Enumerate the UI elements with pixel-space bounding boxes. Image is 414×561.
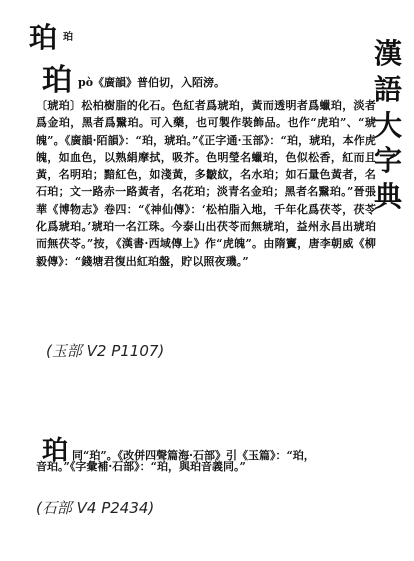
- entry1-pronunciation: pò《廣韻》普伯切，入陌滂。: [78, 76, 226, 89]
- entry2-character: 珀: [42, 436, 69, 466]
- entry2-definition: 音珀。”《字彙補·石部》：“珀，與珀音義同。”: [36, 460, 246, 473]
- side-title-char: 漢: [373, 37, 402, 70]
- side-title-char: 典: [373, 180, 402, 214]
- header-small-character: 珀: [63, 32, 73, 43]
- entry1-definition: 〔琥珀〕松柏樹脂的化石。色紅者爲琥珀，黃而透明者爲蠟珀，淡者爲金珀，黑者爲黳珀。可入藥，也可製作裝飾品。也作“虎珀”、“琥魄”。《廣韻·陌韻》：“珀，琥珀。”《正字通·玉部》：“珀，琥珀，本作虎魄，如血色，以熟絹摩拭，吸芥。色明瑩名蠟珀，色似松香，紅而且黃，名明珀；黯紅色，如淺黃，多皺紋，名水珀；如石量色黃者，名石珀；文一路赤一路黃者，名花珀；淡青名金珀；黑者名黳珀。”晉張華《博物志》卷四：“《神仙傳》：‘松柏脂入地，千年化爲茯苓，茯苓化爲琥珀。’琥珀一名江珠。今泰山出茯苓而無琥珀，益州永昌出琥珀而無茯苓。”按，《漢書·西域傳上》作“虎魄”。由隋竇，唐李朝威《柳毅傳》：“錢塘君復出紅珀盤，貯以照夜璣。”: [36, 99, 376, 268]
- side-title-char: 字: [373, 144, 402, 178]
- side-title-char: 語: [373, 72, 402, 106]
- entry1-character: 珀: [42, 63, 72, 98]
- header-character: 珀: [29, 21, 58, 54]
- entry2-first-line: 同“珀”。《改併四聲篇海·石部》引《玉篇》：“珀，: [72, 449, 315, 462]
- entry1-handwritten-note: (玉部 V2 P1107): [46, 342, 165, 360]
- side-title-char: 大: [373, 108, 402, 142]
- entry2-handwritten-note: (石部 V4 P2434): [36, 499, 155, 517]
- side-title: [373, 36, 403, 215]
